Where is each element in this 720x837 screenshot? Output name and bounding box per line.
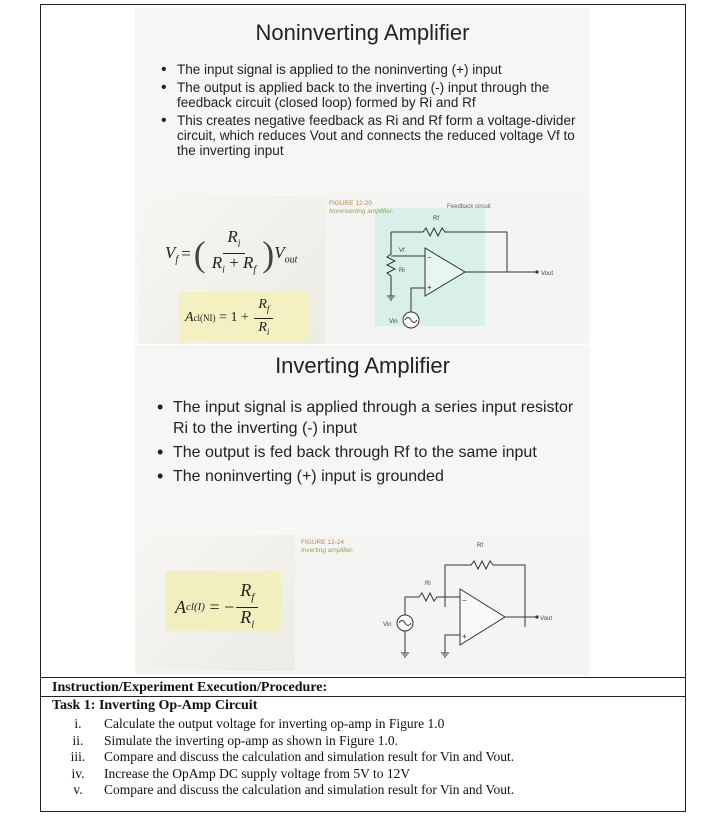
slide-title-inverting: Inverting Amplifier <box>275 353 450 378</box>
figure-caption: FIGURE 12-24 Inverting amplifier. <box>301 539 354 554</box>
source-ground <box>401 631 409 657</box>
inverting-slide <box>135 345 590 675</box>
inverting-circuit-diagram <box>295 535 587 675</box>
vf-formula: $V_f$ = ( $\frac{R_i}{R_i + R_f}$ ) $V_{out}$ <box>165 228 297 280</box>
output-node <box>535 270 538 273</box>
noninverting-formula-panel <box>139 196 325 344</box>
figure-caption: FIGURE 12-20 Noninverting amplifier. <box>329 200 394 215</box>
acl-ni-formula: A cl(NI) = 1 + $\frac{R_f}{R_i}$ <box>185 296 275 341</box>
vf-fraction: $\frac{R_i}{R_i + R_f}$ <box>211 227 257 276</box>
vout-label: Vout <box>540 616 553 622</box>
task-step: v. Compare and discuss the calculation and simulation result for Vin and Vout. <box>73 782 515 798</box>
noninverting-bullet-list <box>159 62 579 161</box>
instruction-heading: Instruction/Experiment Execution/Procedure: <box>52 680 328 695</box>
bullet-item: • The input signal is applied through a series input resistor Ri to the inverting (-) input <box>155 397 575 439</box>
feedback-label: Feedback circuit <box>447 204 491 210</box>
task-step: ii. Simulate the inverting op-amp as shown in Figure 1.0. <box>72 732 398 748</box>
bullet-item: • The output is applied back to the inverting (-) input through the feedback circuit (closed loop) formed by Ri and Rf <box>159 80 579 110</box>
formula-vout: $V_{out}$ <box>274 242 298 266</box>
rf-label: Rf <box>433 216 439 222</box>
slide-title-noninverting: Noninverting Amplifier <box>255 20 470 45</box>
plus-sign: + <box>427 283 432 292</box>
section-divider-top <box>40 677 686 678</box>
task-title: Task 1: Inverting Op-Amp Circuit <box>52 698 258 713</box>
noninverting-slide <box>135 8 590 343</box>
ri-label: Ri <box>425 581 431 587</box>
noninverting-circuit-diagram <box>325 196 587 344</box>
bullet-item: • The input signal is applied to the noninverting (+) input <box>159 62 579 77</box>
acl-i-formula: A cl(I) = − $\frac{R_f}{R_i}$ <box>175 581 260 633</box>
op-amp-triangle <box>460 589 505 645</box>
inverting-circuit-figure <box>295 535 587 675</box>
vin-label: Vin <box>389 319 398 325</box>
output-node <box>535 615 538 618</box>
vf-label: Vf <box>399 248 405 254</box>
vout-label: Vout <box>541 271 554 277</box>
task-step: iii. Compare and discuss the calculation and simulation result for Vin and Vout. <box>70 749 515 765</box>
rf-label: Rf <box>477 543 483 549</box>
noninverting-circuit-figure <box>325 196 587 344</box>
bullet-item: • The output is fed back through Rf to the same input <box>155 442 575 463</box>
section-divider <box>40 696 686 697</box>
ri-resistor <box>405 593 460 615</box>
acl-i-highlight <box>165 571 281 631</box>
inverting-formula-panel <box>135 535 295 671</box>
formula-lhs: $V_f$ <box>165 242 179 266</box>
task-step-list <box>52 716 682 799</box>
task-step: i. Calculate the output voltage for inverting op-amp in Figure 1.0 <box>74 716 445 731</box>
plus-sign: + <box>462 632 467 641</box>
ground-symbol <box>441 653 449 657</box>
ri-label: Ri <box>399 268 405 274</box>
bullet-item: • This creates negative feedback as Ri and Rf form a voltage-divider circuit, which reduces Vout and connects the reduced voltage Vf to the inverting input <box>159 113 579 158</box>
bullet-item: • The noninverting (+) input is grounded <box>155 466 575 487</box>
vin-label: Vin <box>383 622 392 628</box>
acl-ni-highlight <box>179 292 309 342</box>
task-step: iv. Increase the OpAmp DC supply voltage from 5V to 12V <box>71 765 411 781</box>
minus-sign: − <box>427 253 432 262</box>
inverting-bullet-list <box>155 397 575 490</box>
noninverting-ground-wire <box>445 635 460 653</box>
minus-sign: − <box>462 596 467 605</box>
